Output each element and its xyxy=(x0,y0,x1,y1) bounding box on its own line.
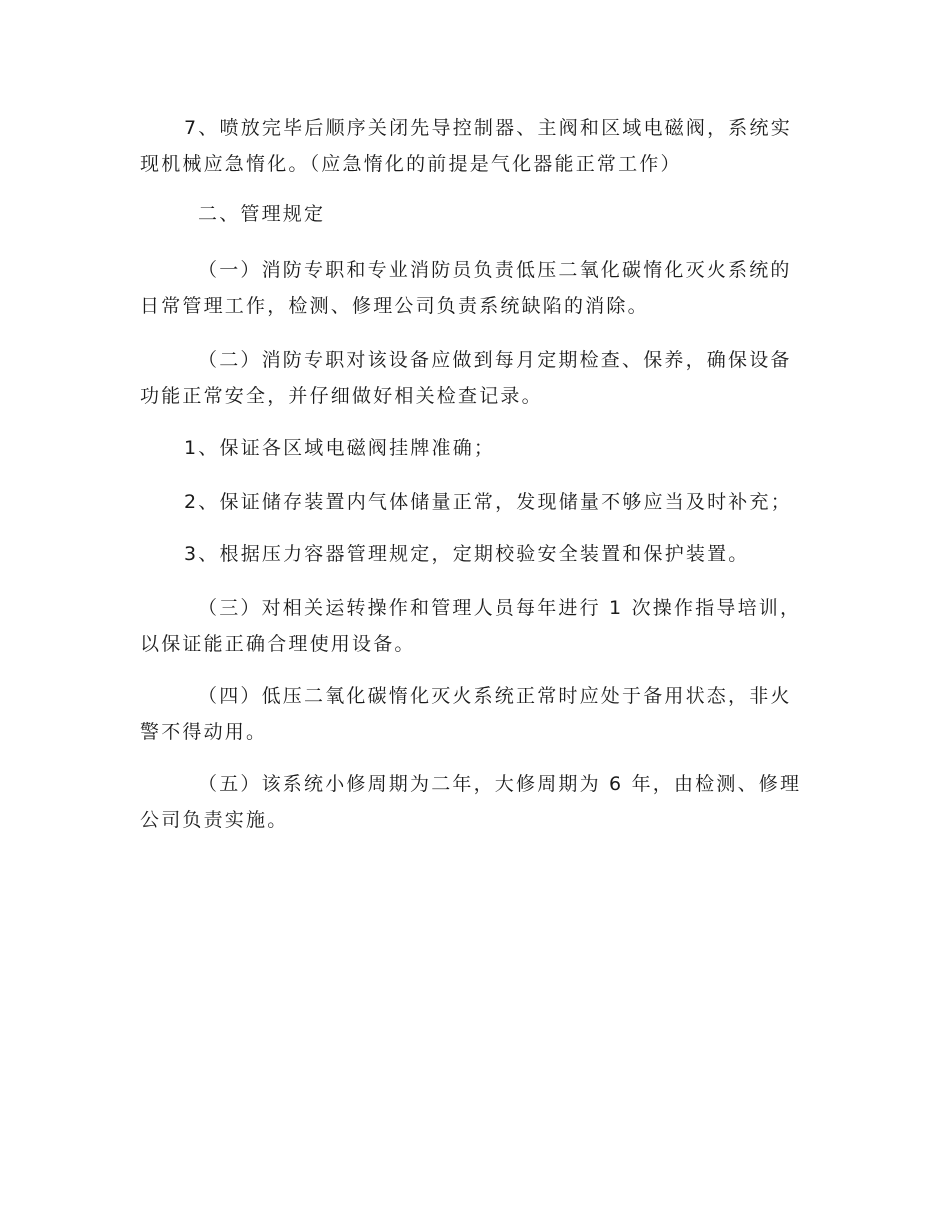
paragraph-item-five xyxy=(140,766,810,838)
section-heading xyxy=(140,196,810,232)
list-item-text: 2、保证储存装置内气体储量正常，发现储量不够应当及时补充； xyxy=(184,491,792,513)
paragraph-item-three xyxy=(140,590,810,662)
paragraph-line: （三）对相关运转操作和管理人员每年进行 1 次操作指导培训， xyxy=(198,597,802,619)
list-item-2 xyxy=(140,484,810,520)
paragraph-item-one xyxy=(140,252,810,324)
paragraph-line: 现机械应急惰化。（应急惰化的前提是气化器能正常工作） xyxy=(140,153,682,175)
paragraph-line: 日常管理工作，检测、修理公司负责系统缺陷的消除。 xyxy=(140,295,649,317)
paragraph-line: 7、喷放完毕后顺序关闭先导控制器、主阀和区域电磁阀，系统实 xyxy=(184,117,792,139)
paragraph-line: （一）消防专职和专业消防员负责低压二氧化碳惰化灭火系统的 xyxy=(198,259,792,281)
list-item-text: 1、保证各区域电磁阀挂牌准确； xyxy=(184,437,496,459)
paragraph-line: （四）低压二氧化碳惰化灭火系统正常时应处于备用状态，非火 xyxy=(198,685,792,707)
paragraph-line: 以保证能正确合理使用设备。 xyxy=(140,633,416,655)
paragraph-line: 功能正常安全，并仔细做好相关检查记录。 xyxy=(140,385,543,407)
paragraph-line: （二）消防专职对该设备应做到每月定期检查、保养，确保设备 xyxy=(198,349,792,371)
paragraph-line: 公司负责实施。 xyxy=(140,809,289,831)
paragraph-item-two xyxy=(140,342,810,414)
list-item-text: 3、根据压力容器管理规定，定期校验安全装置和保护装置。 xyxy=(184,543,750,565)
paragraph-item-four xyxy=(140,678,810,750)
paragraph-line: （五）该系统小修周期为二年，大修周期为 6 年，由检测、修理 xyxy=(198,773,802,795)
list-item-3 xyxy=(140,536,810,572)
paragraph-line: 警不得动用。 xyxy=(140,721,268,743)
heading-text: 二、管理规定 xyxy=(198,203,326,225)
list-item-1 xyxy=(140,430,810,466)
paragraph-step-7 xyxy=(140,110,810,182)
